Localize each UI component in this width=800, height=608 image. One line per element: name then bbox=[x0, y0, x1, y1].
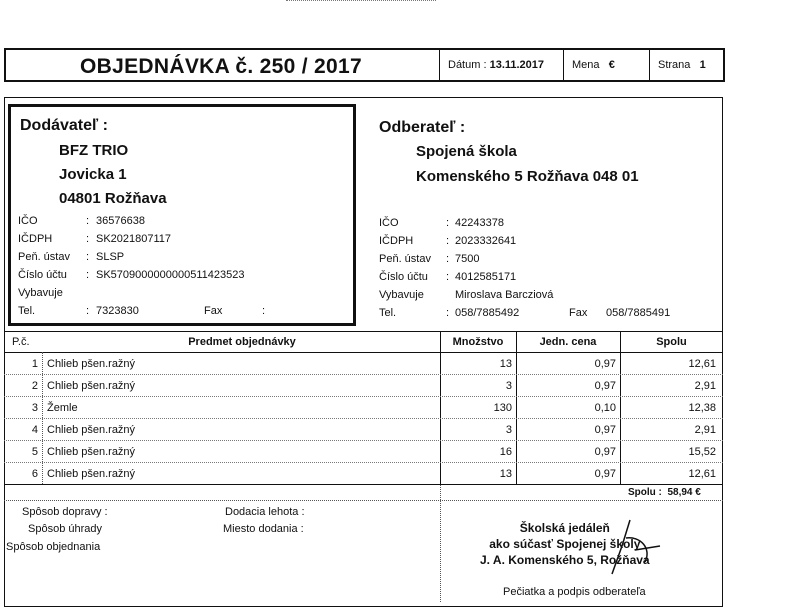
row-unit-price: 0,97 bbox=[594, 424, 616, 436]
row-total: 15,52 bbox=[688, 446, 716, 458]
customer-bank-value: 7500 bbox=[455, 253, 480, 265]
customer-account-sep: : bbox=[446, 271, 450, 283]
date-value: 13.11.2017 bbox=[489, 59, 545, 71]
order-method-label: Spôsob objednania bbox=[6, 541, 101, 553]
supplier-account-label: Číslo účtu bbox=[18, 269, 67, 281]
row-number: 6 bbox=[31, 468, 38, 480]
supplier-tel-label: Tel. bbox=[18, 305, 36, 317]
row-quantity: 3 bbox=[505, 380, 512, 392]
row-total: 2,91 bbox=[694, 424, 716, 436]
supplier-heading: Dodávateľ : bbox=[20, 117, 108, 134]
supplier-ico-value: 36576638 bbox=[96, 215, 145, 227]
row-number: 1 bbox=[31, 358, 38, 370]
supplier-vybavuje-label: Vybavuje bbox=[18, 287, 63, 299]
col-header-total: Spolu bbox=[656, 336, 687, 348]
row-item: Chlieb pšen.ražný bbox=[47, 424, 136, 436]
row-number: 2 bbox=[31, 380, 38, 392]
stamp-caption: Pečiatka a podpis odberateľa bbox=[503, 586, 646, 598]
row-item: Chlieb pšen.ražný bbox=[47, 358, 136, 370]
supplier-tel-value: 7323830 bbox=[96, 305, 139, 317]
supplier-fax-label: Fax bbox=[204, 305, 223, 317]
customer-icdph-label: IČDPH bbox=[379, 235, 414, 247]
row-unit-price: 0,97 bbox=[594, 358, 616, 370]
customer-fax-label: Fax bbox=[569, 307, 588, 319]
customer-bank-label: Peň. ústav bbox=[379, 253, 431, 265]
supplier-icdph-value: SK2021807117 bbox=[96, 233, 172, 245]
row-total: 12,61 bbox=[688, 358, 716, 370]
table-row bbox=[4, 440, 723, 462]
table-row bbox=[4, 418, 723, 440]
supplier-tel-sep: : bbox=[86, 305, 90, 317]
row-item: Žemle bbox=[47, 402, 78, 414]
stamp-line-1: Školská jedáleň bbox=[519, 521, 610, 535]
supplier-bank-value: SLSP bbox=[96, 251, 125, 263]
row-total: 2,91 bbox=[694, 380, 716, 392]
row-unit-price: 0,97 bbox=[594, 446, 616, 458]
order-title: OBJEDNÁVKA č. 250 / 2017 bbox=[80, 55, 362, 78]
row-item: Chlieb pšen.ražný bbox=[47, 468, 136, 480]
table-row bbox=[4, 374, 723, 396]
footer-divider bbox=[440, 484, 441, 602]
supplier-bank-sep: : bbox=[86, 251, 90, 263]
customer-account-value: 4012585171 bbox=[455, 271, 517, 283]
page-cell bbox=[649, 50, 725, 80]
supplier-name: BFZ TRIO bbox=[59, 142, 129, 159]
supplier-icdph-label: IČDPH bbox=[18, 233, 53, 245]
row-quantity: 16 bbox=[499, 446, 512, 458]
sum-label: Spolu : bbox=[628, 487, 662, 498]
order-title-bar bbox=[4, 48, 725, 82]
customer-tel-label: Tel. bbox=[379, 307, 397, 319]
row-number: 5 bbox=[31, 446, 38, 458]
sum-row-divider bbox=[4, 500, 723, 501]
customer-tel-sep: : bbox=[446, 307, 450, 319]
date-label: Dátum : bbox=[448, 59, 487, 71]
row-quantity: 13 bbox=[499, 358, 512, 370]
supplier-ico-sep: : bbox=[86, 215, 90, 227]
delivery-place-label: Miesto dodania : bbox=[223, 523, 304, 535]
customer-vybavuje-label: Vybavuje bbox=[379, 289, 424, 301]
customer-heading: Odberateľ : bbox=[379, 119, 466, 136]
row-total: 12,61 bbox=[688, 468, 716, 480]
supplier-account-sep: : bbox=[86, 269, 90, 281]
col-header-qty: Množstvo bbox=[452, 336, 504, 348]
customer-icdph-value: 2023332641 bbox=[455, 235, 517, 247]
supplier-fax-sep: : bbox=[262, 305, 266, 317]
row-number: 3 bbox=[31, 402, 38, 414]
row-number: 4 bbox=[31, 424, 38, 436]
handwritten-signature bbox=[590, 518, 670, 578]
col-header-pc: P.č. bbox=[12, 336, 30, 348]
col-header-price: Jedn. cena bbox=[539, 336, 597, 348]
row-unit-price: 0,97 bbox=[594, 380, 616, 392]
sum-value: 58,94 € bbox=[667, 487, 701, 498]
customer-ico-value: 42243378 bbox=[455, 217, 504, 229]
table-row bbox=[4, 462, 723, 484]
customer-account-label: Číslo účtu bbox=[379, 271, 428, 283]
sum-row bbox=[628, 487, 701, 498]
supplier-street: Jovicka 1 bbox=[59, 166, 127, 183]
row-quantity: 130 bbox=[493, 402, 512, 414]
supplier-account-value: SK5709000000000511423523 bbox=[96, 269, 245, 281]
row-total: 12,38 bbox=[688, 402, 716, 414]
row-unit-price: 0,10 bbox=[594, 402, 616, 414]
scan-artifact-top bbox=[286, 0, 436, 1]
customer-fax-value: 058/7885491 bbox=[606, 307, 671, 319]
row-quantity: 13 bbox=[499, 468, 512, 480]
customer-icdph-sep: : bbox=[446, 235, 450, 247]
stamp-line-2: ako súčasť Spojenej školy bbox=[489, 537, 641, 551]
currency-value: € bbox=[608, 59, 615, 71]
table-row bbox=[4, 352, 723, 374]
customer-vybavuje-value: Miroslava Barcziová bbox=[455, 289, 554, 301]
page-label: Strana bbox=[658, 59, 691, 71]
stamp-line-3: J. A. Komenského 5, Rožňava bbox=[480, 553, 650, 567]
row-item: Chlieb pšen.ražný bbox=[47, 380, 136, 392]
currency-cell bbox=[563, 50, 649, 80]
table-row bbox=[4, 396, 723, 418]
transport-label: Spôsob dopravy : bbox=[22, 506, 108, 518]
row-quantity: 3 bbox=[505, 424, 512, 436]
supplier-ico-label: IČO bbox=[18, 215, 38, 227]
customer-ico-label: IČO bbox=[379, 217, 399, 229]
date-cell bbox=[439, 50, 563, 80]
supplier-icdph-sep: : bbox=[86, 233, 90, 245]
supplier-box bbox=[8, 104, 356, 326]
col-header-item: Predmet objednávky bbox=[188, 336, 296, 348]
customer-name: Spojená škola bbox=[416, 143, 517, 160]
table-top-border bbox=[4, 331, 723, 332]
customer-tel-value: 058/7885492 bbox=[455, 307, 520, 319]
supplier-bank-label: Peň. ústav bbox=[18, 251, 70, 263]
currency-label: Mena bbox=[572, 59, 600, 71]
customer-ico-sep: : bbox=[446, 217, 450, 229]
row-unit-price: 0,97 bbox=[594, 468, 616, 480]
payment-label: Spôsob úhrady bbox=[28, 523, 102, 535]
customer-bank-sep: : bbox=[446, 253, 450, 265]
customer-address: Komenského 5 Rožňava 048 01 bbox=[416, 168, 639, 185]
row-item: Chlieb pšen.ražný bbox=[47, 446, 136, 458]
page-value: 1 bbox=[699, 59, 706, 71]
table-bottom-border bbox=[4, 484, 723, 485]
delivery-term-label: Dodacia lehota : bbox=[225, 506, 305, 518]
supplier-city: 04801 Rožňava bbox=[59, 190, 167, 207]
